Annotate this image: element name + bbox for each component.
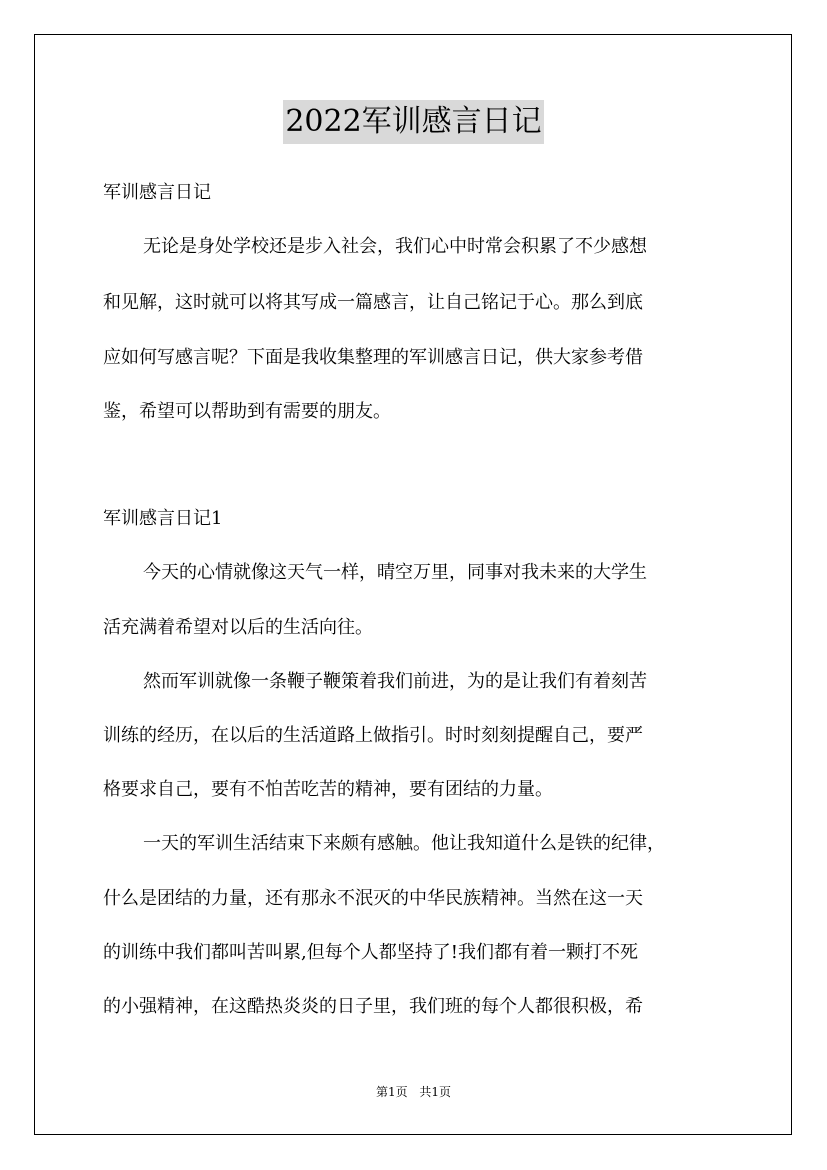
document-heading: 军训感言日记 — [103, 182, 211, 203]
document-title-wrapper — [0, 100, 827, 144]
paragraph-line: 一天的军训生活结束下来颇有感触。他让我知道什么是铁的纪律， — [143, 833, 665, 854]
intro-line: 鉴，希望可以帮助到有需要的朋友。 — [103, 401, 391, 422]
paragraph-line: 格要求自己，要有不怕苦吃苦的精神，要有团结的力量。 — [103, 779, 553, 800]
page-footer — [0, 1083, 827, 1100]
page-number: 第1页 — [375, 1085, 408, 1099]
section-heading: 军训感言日记1 — [103, 508, 223, 529]
paragraph-line: 什么是团结的力量，还有那永不泯灭的中华民族精神。当然在这一天 — [103, 888, 643, 909]
page-total: 共1页 — [419, 1085, 452, 1099]
paragraph-line: 然而军训就像一条鞭子鞭策着我们前进，为的是让我们有着刻苦 — [143, 671, 647, 692]
paragraph-line: 训练的经历，在以后的生活道路上做指引。时时刻刻提醒自己，要严 — [103, 725, 643, 746]
intro-line: 和见解，这时就可以将其写成一篇感言，让自己铭记于心。那么到底 — [103, 292, 643, 313]
paragraph-line: 的小强精神，在这酷热炎炎的日子里，我们班的每个人都很积极，希 — [103, 996, 643, 1017]
paragraph-line: 的训练中我们都叫苦叫累,但每个人都坚持了!我们都有着一颗打不死 — [103, 942, 638, 963]
document-title: 2022军训感言日记 — [283, 100, 543, 144]
paragraph-line: 活充满着希望对以后的生活向往。 — [103, 617, 373, 638]
paragraph-line: 今天的心情就像这天气一样，晴空万里，同事对我未来的大学生 — [143, 562, 647, 583]
intro-line: 无论是身处学校还是步入社会，我们心中时常会积累了不少感想 — [143, 236, 647, 257]
intro-line: 应如何写感言呢？下面是我收集整理的军训感言日记，供大家参考借 — [103, 347, 643, 368]
